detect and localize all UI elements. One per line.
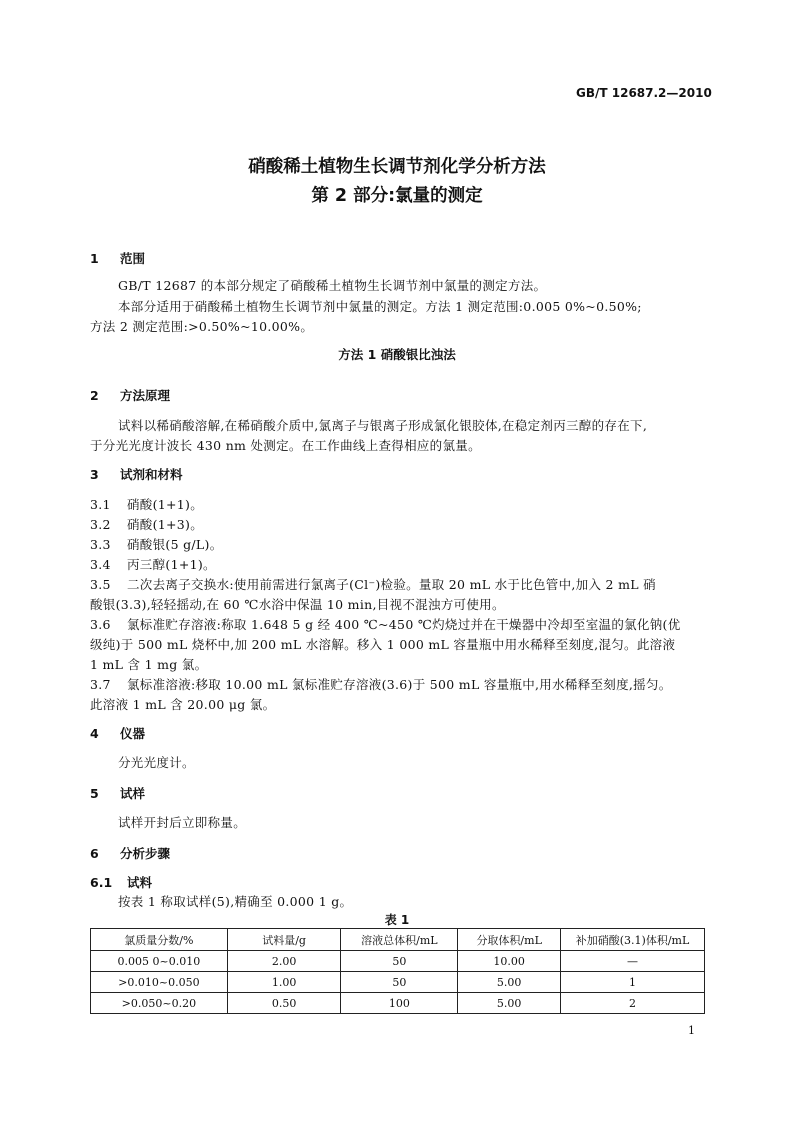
clause-text: 硝酸(1+3)。	[127, 517, 204, 532]
table-cell: 100	[341, 993, 458, 1014]
clause-3-7-cont: 此溶液 1 mL 含 20.00 μg 氯。	[90, 697, 276, 712]
table-caption: 表 1	[384, 913, 410, 927]
clause-text: 硝酸(1+1)。	[127, 497, 204, 512]
clause-3-3	[90, 535, 223, 553]
clause-number: 3.2	[90, 517, 111, 532]
table-cell: 0.50	[227, 993, 341, 1014]
section-number: 2	[90, 388, 99, 403]
section-number: 5	[90, 786, 99, 801]
clause-number: 3.5	[90, 577, 111, 592]
table-row	[91, 993, 705, 1014]
section-2-heading	[90, 386, 170, 404]
clause-number: 3.7	[90, 677, 111, 692]
table-cell: >0.010~0.050	[91, 972, 228, 993]
section-3-heading	[90, 465, 183, 483]
table-cell: 5.00	[458, 993, 561, 1014]
subsection-number: 6.1	[90, 875, 113, 890]
section-1-heading	[90, 249, 145, 267]
clause-3-6	[90, 615, 681, 633]
clause-3-2	[90, 515, 203, 533]
sec1-para-1: GB/T 12687 的本部分规定了硝酸稀土植物生长调节剂中氯量的测定方法。	[118, 278, 547, 293]
section-4-heading	[90, 724, 145, 742]
table-header-row	[91, 929, 705, 951]
method-1-title: 方法 1 硝酸银比浊法	[338, 347, 456, 362]
table-header-cell: 试料量/g	[227, 929, 341, 951]
clause-3-5	[90, 575, 656, 593]
sec1-para-2-cont: 方法 2 测定范围:>0.50%~10.00%。	[90, 319, 314, 334]
clause-3-7	[90, 675, 672, 693]
table-cell: 1.00	[227, 972, 341, 993]
document-code: GB/T 12687.2—2010	[576, 86, 712, 100]
table-cell: —	[561, 951, 705, 972]
clause-text: 氯标准贮存溶液:称取 1.648 5 g 经 400 ℃~450 ℃灼烧过并在干燥器中冷却至室温的氯化钠(优	[127, 617, 681, 632]
table-cell: 1	[561, 972, 705, 993]
table-cell: 2.00	[227, 951, 341, 972]
section-5-heading	[90, 784, 145, 802]
clause-text: 氯标准溶液:移取 10.00 mL 氯标准贮存溶液(3.6)于 500 mL 容量瓶中,用水稀释至刻度,摇匀。	[127, 677, 672, 692]
sec2-para-1-cont: 于分光光度计波长 430 nm 处测定。在工作曲线上查得相应的氯量。	[90, 438, 481, 453]
clause-3-5-cont: 酸银(3.3),轻轻摇动,在 60 ℃水浴中保温 10 min,目视不混浊方可使用。	[90, 597, 505, 612]
table-header-cell: 氯质量分数/%	[91, 929, 228, 951]
table-cell: 50	[341, 951, 458, 972]
subsection-6-1-heading	[90, 873, 152, 891]
section-title: 方法原理	[120, 388, 171, 403]
sec6-1-para-1: 按表 1 称取试样(5),精确至 0.000 1 g。	[118, 894, 353, 909]
sec2-para-1: 试料以稀硝酸溶解,在稀硝酸介质中,氯离子与银离子形成氯化银胶体,在稳定剂丙三醇的存在下,	[118, 418, 648, 433]
table-cell: >0.050~0.20	[91, 993, 228, 1014]
section-number: 6	[90, 846, 99, 861]
table-cell: 50	[341, 972, 458, 993]
section-number: 1	[90, 251, 99, 266]
clause-3-6-cont: 级纯)于 500 mL 烧杯中,加 200 mL 水溶解。移入 1 000 mL 容量瓶中用水稀释至刻度,混匀。此溶液	[90, 637, 676, 652]
clause-text: 硝酸银(5 g/L)。	[127, 537, 223, 552]
table-header-cell: 溶液总体积/mL	[341, 929, 458, 951]
clause-text: 二次去离子交换水:使用前需进行氯离子(Cl⁻)检验。量取 20 mL 水于比色管中,加入 2 mL 硝	[127, 577, 656, 592]
table-row	[91, 951, 705, 972]
page-number: 1	[688, 1024, 696, 1037]
section-title: 范围	[120, 251, 146, 266]
section-title: 分析步骤	[120, 846, 171, 861]
section-title: 试样	[120, 786, 146, 801]
clause-number: 3.6	[90, 617, 111, 632]
title-line-1: 硝酸稀土植物生长调节剂化学分析方法	[248, 157, 546, 177]
section-title: 试剂和材料	[120, 467, 183, 482]
section-title: 仪器	[120, 726, 146, 741]
table-cell: 5.00	[458, 972, 561, 993]
clause-3-1	[90, 495, 203, 513]
subsection-title: 试料	[127, 875, 153, 890]
data-table	[90, 928, 705, 1014]
sec4-para-1: 分光光度计。	[118, 755, 195, 770]
table-cell: 2	[561, 993, 705, 1014]
table-header-cell: 分取体积/mL	[458, 929, 561, 951]
sec1-para-2: 本部分适用于硝酸稀土植物生长调节剂中氯量的测定。方法 1 测定范围:0.005 0%~0.50%;	[118, 299, 642, 314]
section-number: 3	[90, 467, 99, 482]
clause-text: 丙三醇(1+1)。	[127, 557, 216, 572]
clause-number: 3.1	[90, 497, 111, 512]
clause-3-4	[90, 555, 216, 573]
clause-number: 3.4	[90, 557, 111, 572]
table-cell: 0.005 0~0.010	[91, 951, 228, 972]
table-row	[91, 972, 705, 993]
table-cell: 10.00	[458, 951, 561, 972]
title-line-2: 第 2 部分:氯量的测定	[311, 186, 483, 206]
clause-3-6-cont-2: 1 mL 含 1 mg 氯。	[90, 657, 208, 672]
section-6-heading	[90, 844, 170, 862]
clause-number: 3.3	[90, 537, 111, 552]
sec5-para-1: 试样开封后立即称量。	[118, 815, 247, 830]
table-header-cell: 补加硝酸(3.1)体积/mL	[561, 929, 705, 951]
section-number: 4	[90, 726, 99, 741]
